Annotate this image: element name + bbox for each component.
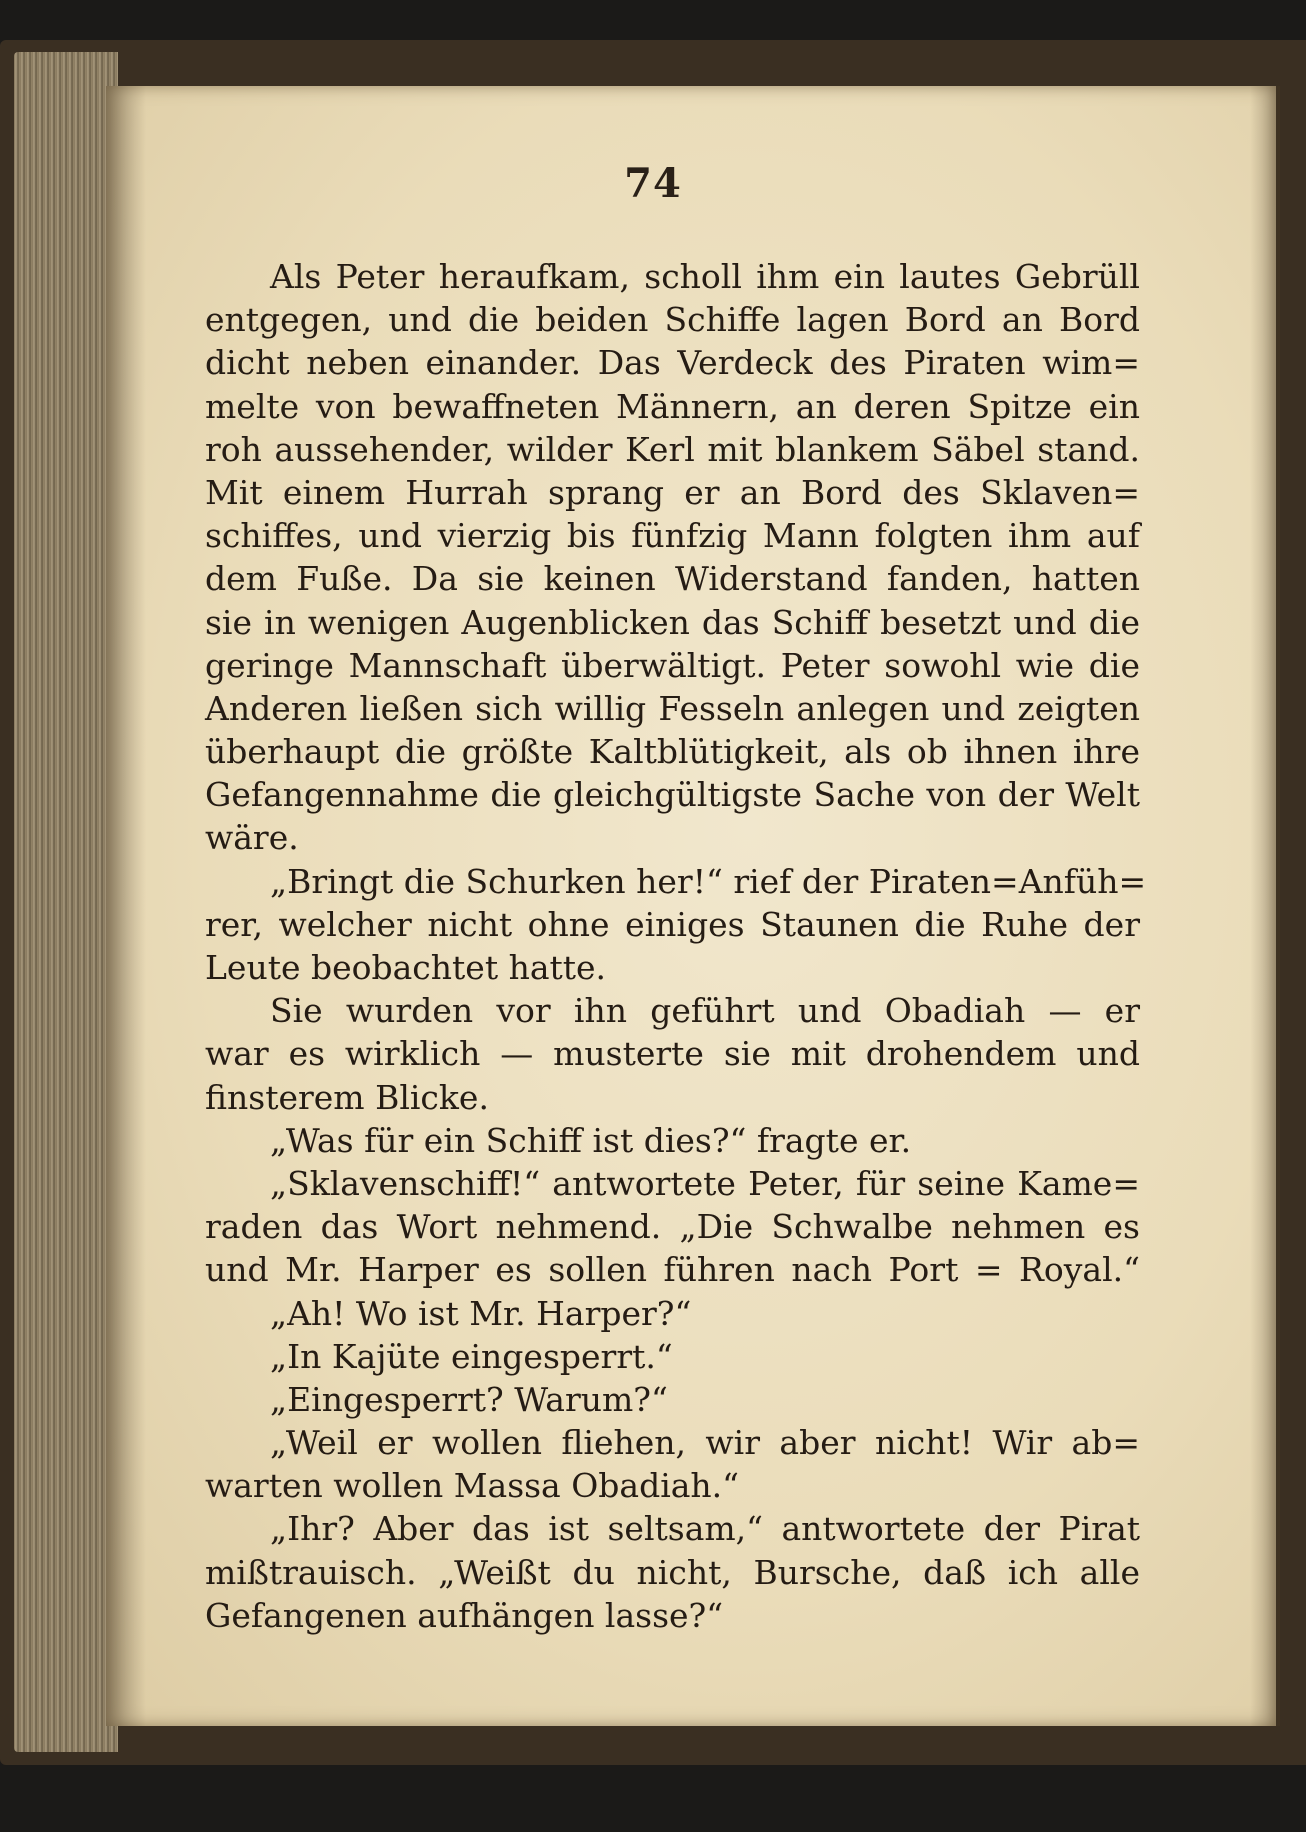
- text-line: wäre.: [205, 818, 299, 858]
- spine-shadow: [106, 86, 146, 1726]
- text-line: Gefangennahme die gleichgültigste Sache von der Welt: [205, 775, 1140, 815]
- text-line: entgegen, und die beiden Schiffe lagen Bord an Bord: [205, 300, 1140, 340]
- text-line: „Was für ein Schiff ist dies?“ fragte er.: [270, 1120, 912, 1160]
- text-line: „Sklavenschiff!“ antwortete Peter, für seine Kame=: [270, 1163, 1140, 1203]
- text-line: dicht neben einander. Das Verdeck des Piraten wim=: [205, 343, 1140, 383]
- body-text: [205, 255, 1147, 1637]
- text-line: warten wollen Massa Obadiah.“: [205, 1466, 740, 1506]
- page-edges: [14, 52, 118, 1752]
- text-line: Leute beobachtet hatte.: [205, 948, 607, 987]
- text-line: sie in wenigen Augenblicken das Schiff besetzt und die: [205, 602, 1140, 642]
- text-line: Mit einem Hurrah sprang er an Bord des Sklaven=: [205, 472, 1140, 512]
- text-line: Sie wurden vor ihn geführt und Obadiah — er: [270, 991, 1140, 1031]
- text-line: dem Fuße. Da sie keinen Widerstand fanden, hatten: [205, 559, 1140, 599]
- text-line: „Ihr? Aber das ist seltsam,“ antwortete der Pirat: [270, 1509, 1140, 1549]
- text-line: rer, welcher nicht ohne einiges Staunen die Ruhe der: [205, 904, 1140, 944]
- text-line: war es wirklich — musterte sie mit drohendem und: [205, 1034, 1140, 1074]
- text-line: melte von bewaffneten Männern, an deren Spitze ein: [205, 386, 1140, 426]
- text-line: roh aussehender, wilder Kerl mit blankem Säbel stand.: [205, 429, 1140, 469]
- text-line: geringe Mannschaft überwältigt. Peter sowohl wie die: [205, 645, 1140, 685]
- text-line: mißtrauisch. „Weißt du nicht, Bursche, daß ich alle: [205, 1552, 1140, 1592]
- text-line: Anderen ließen sich willig Fesseln anlegen und zeigten: [205, 688, 1140, 728]
- right-edge-shadow: [1250, 86, 1280, 1726]
- text-line: „Bringt die Schurken her!“ rief der Piraten=Anfüh=: [270, 861, 1147, 901]
- text-line: Als Peter heraufkam, scholl ihm ein lautes Gebrüll: [270, 257, 1140, 296]
- text-line: Gefangenen aufhängen lasse?“: [205, 1595, 724, 1635]
- text-line: „Eingesperrt? Warum?“: [270, 1379, 668, 1419]
- text-line: finsterem Blicke.: [205, 1077, 489, 1117]
- text-line: „Ah! Wo ist Mr. Harper?“: [270, 1293, 692, 1333]
- text-line: überhaupt die größte Kaltblütigkeit, als ob ihnen ihre: [205, 732, 1140, 772]
- text-line: „In Kajüte eingesperrt.“: [270, 1336, 673, 1376]
- page-number: 74: [624, 160, 682, 207]
- text-line: „Weil er wollen fliehen, wir aber nicht! Wir ab=: [270, 1423, 1140, 1463]
- text-line: schiffes, und vierzig bis fünfzig Mann folgten ihm auf: [205, 516, 1140, 556]
- text-line: und Mr. Harper es sollen führen nach Port = Royal.“: [205, 1250, 1140, 1290]
- text-line: raden das Wort nehmend. „Die Schwalbe nehmen es: [205, 1207, 1140, 1247]
